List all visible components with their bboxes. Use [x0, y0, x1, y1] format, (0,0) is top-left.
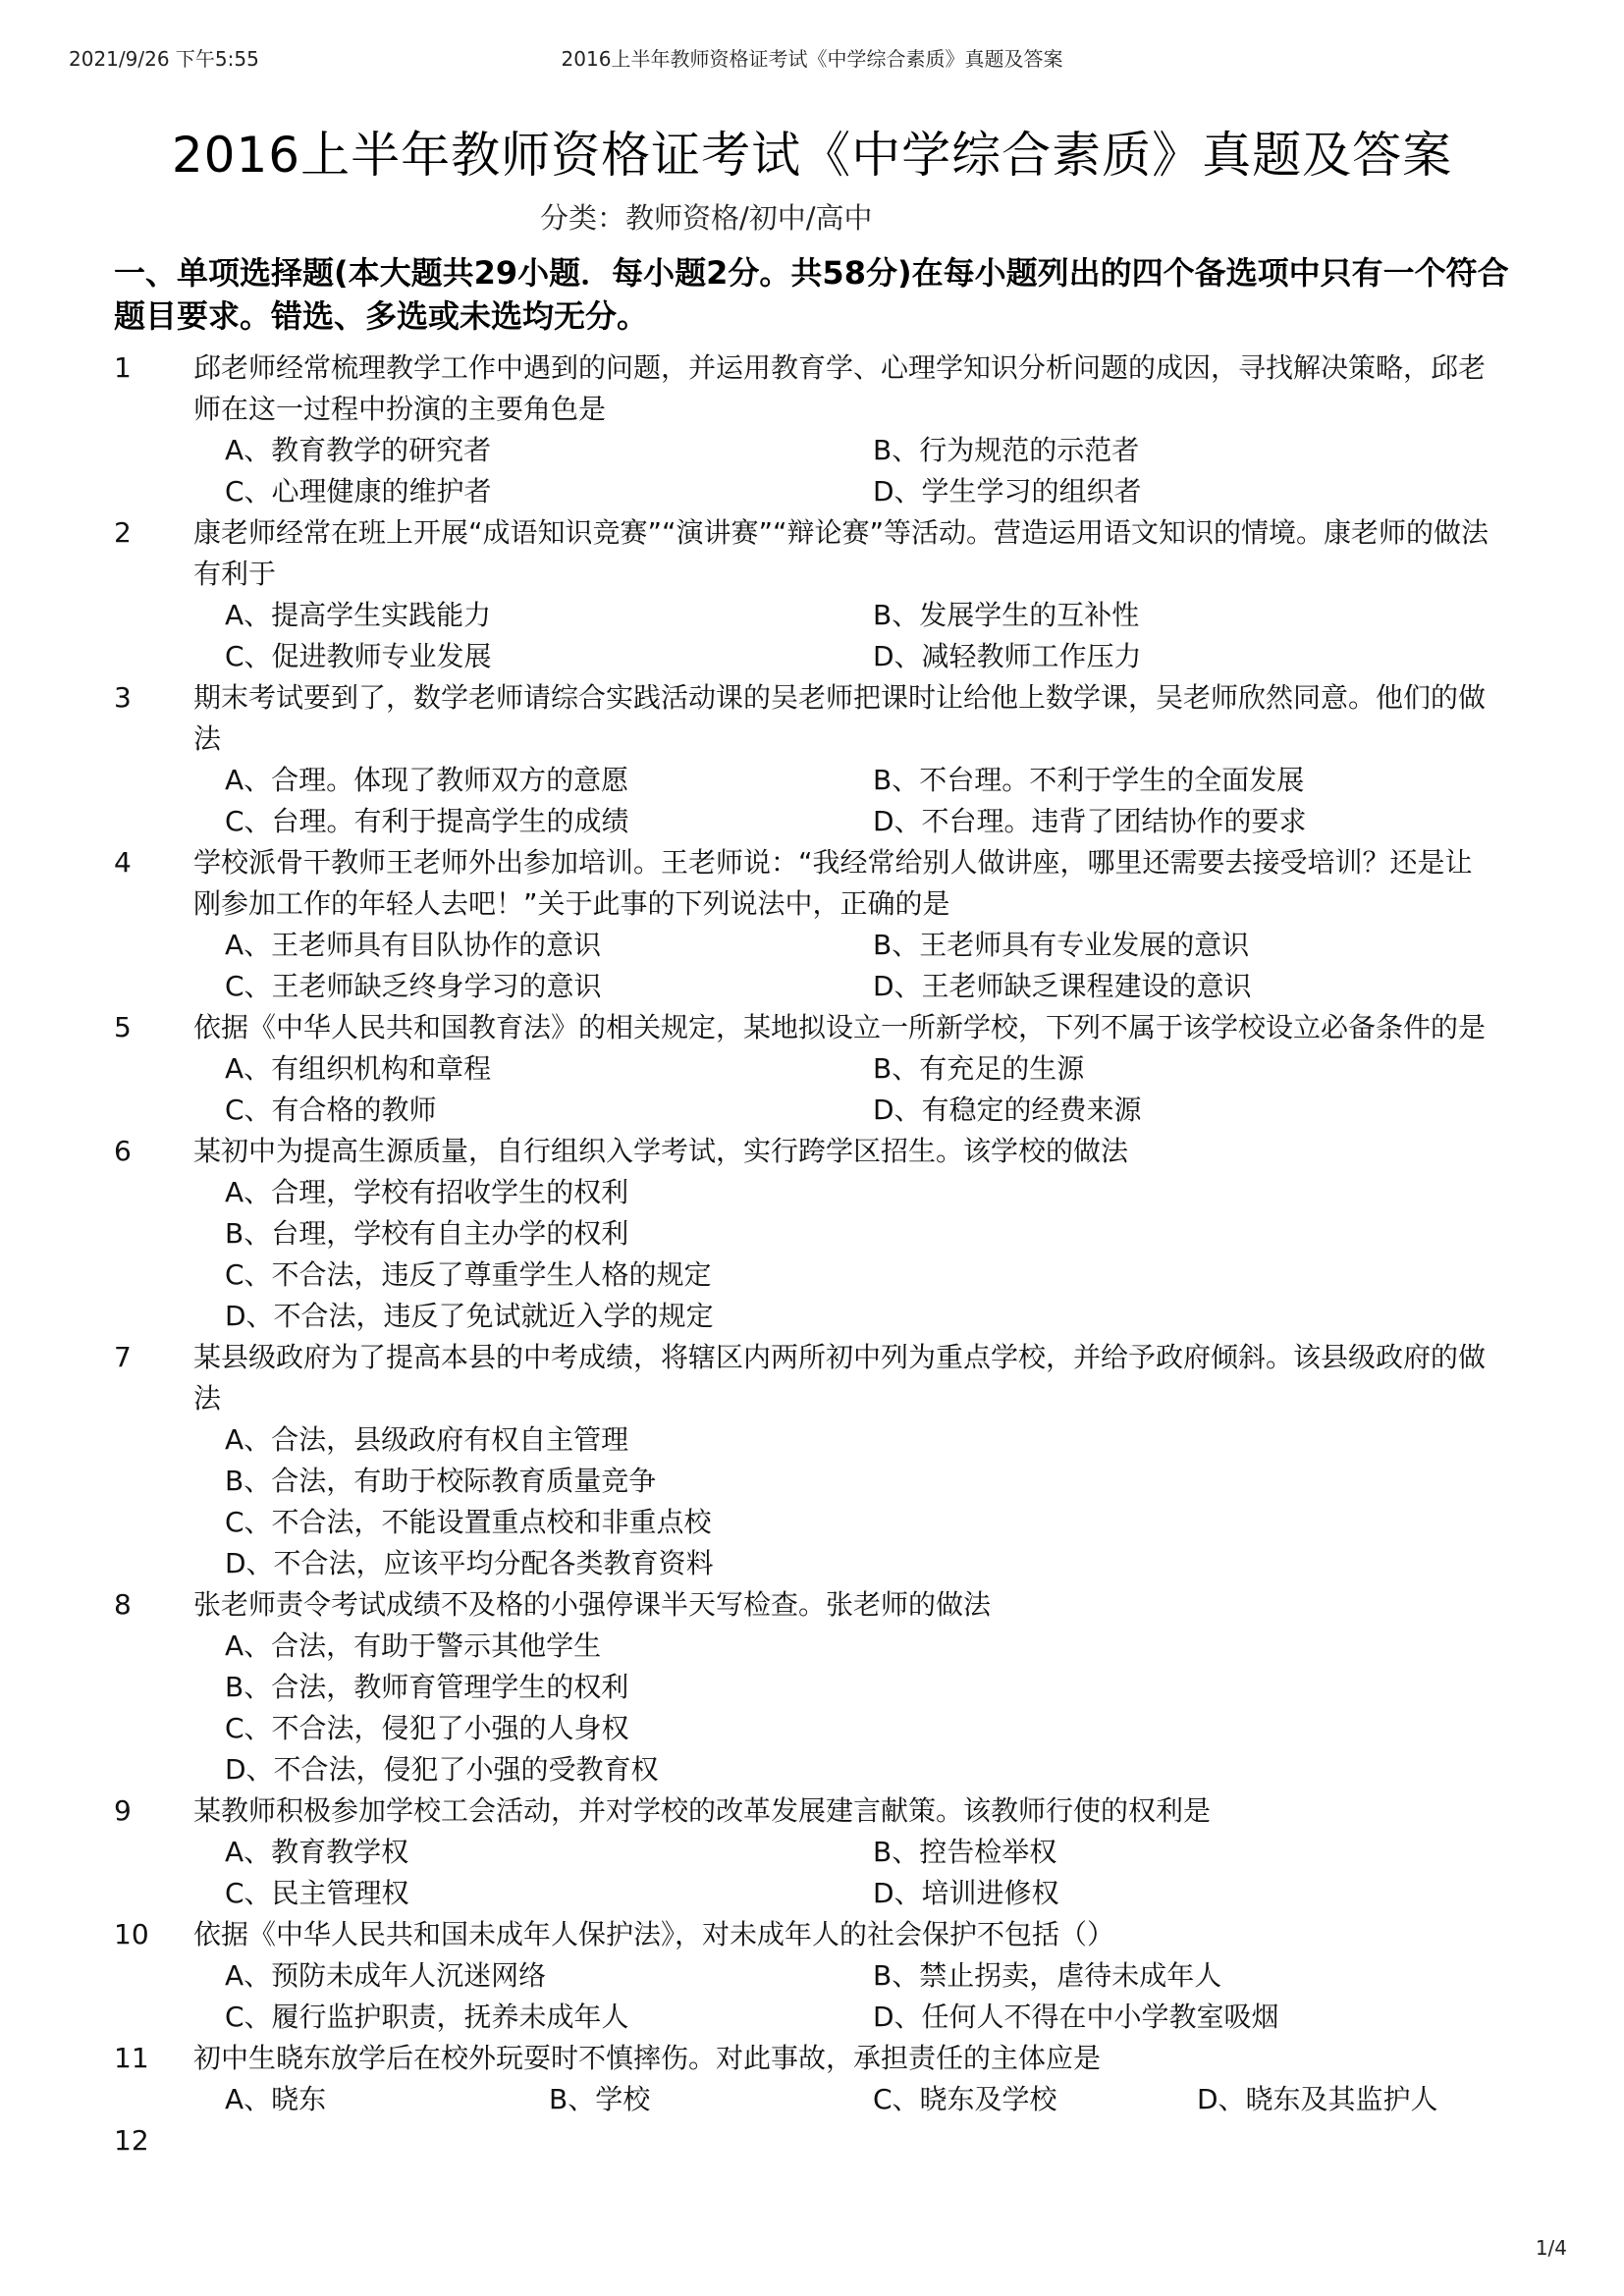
- question-options: [225, 1048, 1624, 1131]
- option-c: C、台理。有利于提高学生的成绩: [225, 805, 629, 837]
- option-a: A、晓东: [225, 2083, 327, 2115]
- question-list: [0, 347, 1624, 2162]
- question-number: 8: [114, 1588, 132, 1621]
- option-d: D、任何人不得在中小学教室吸烟: [873, 2001, 1279, 2033]
- question-options: [225, 1172, 1624, 1337]
- question-item: [0, 1337, 1624, 1584]
- option-b: B、有充足的生源: [873, 1052, 1085, 1085]
- question-options: [225, 1419, 1624, 1584]
- option-a: A、合法，县级政府有权自主管理: [225, 1423, 629, 1456]
- document-title: 2016上半年教师资格证考试《中学综合素质》真题及答案: [171, 127, 1453, 184]
- question-number: 10: [114, 1918, 149, 1950]
- option-b: B、台理，学校有自主办学的权利: [225, 1217, 629, 1250]
- question-item: [0, 1131, 1624, 1337]
- option-c: C、心理健康的维护者: [225, 475, 492, 507]
- question-item: [0, 347, 1624, 512]
- question-stem: 某县级政府为了提高本县的中考成绩，将辖区内两所初中列为重点学校，并给予政府倾斜。该县级政府的做法: [193, 1341, 1487, 1415]
- option-a: A、王老师具有目队协作的意识: [225, 929, 602, 961]
- print-header-title: 2016上半年教师资格证考试《中学综合素质》真题及答案: [561, 47, 1063, 71]
- question-number: 12: [114, 2124, 149, 2157]
- question-stem: 某初中为提高生源质量，自行组织入学考试，实行跨学区招生。该学校的做法: [193, 1135, 1129, 1167]
- option-a: A、教育教学的研究者: [225, 434, 492, 466]
- question-item: [0, 2038, 1624, 2120]
- option-d: D、不合法，应该平均分配各类教育资料: [225, 1547, 714, 1579]
- question-item: [0, 842, 1624, 1007]
- option-b: B、不台理。不利于学生的全面发展: [873, 764, 1305, 796]
- question-number: 2: [114, 516, 132, 549]
- option-d: D、有稳定的经费来源: [873, 1094, 1142, 1126]
- option-d: D、减轻教师工作压力: [873, 640, 1142, 672]
- option-a: A、教育教学权: [225, 1836, 409, 1868]
- question-number: 9: [114, 1794, 132, 1827]
- option-d: D、不合法，违反了免试就近入学的规定: [225, 1300, 714, 1332]
- question-number: 6: [114, 1135, 132, 1167]
- option-d: D、不台理。违背了团结协作的要求: [873, 805, 1307, 837]
- question-options: [225, 1832, 1624, 1914]
- option-b: B、禁止拐卖，虐待未成年人: [873, 1959, 1222, 1992]
- option-a: A、有组织机构和章程: [225, 1052, 492, 1085]
- question-number: 7: [114, 1341, 132, 1373]
- option-d: D、晓东及其监护人: [1197, 2083, 1438, 2115]
- option-c: C、民主管理权: [225, 1877, 409, 1909]
- question-stem: 邱老师经常梳理教学工作中遇到的问题，并运用教育学、心理学知识分析问题的成因，寻找解决策略，邱老师在这一过程中扮演的主要角色是: [193, 351, 1487, 425]
- question-stem: [193, 2120, 1489, 2162]
- option-d: D、不合法，侵犯了小强的受教育权: [225, 1753, 659, 1786]
- question-stem: 初中生晓东放学后在校外玩耍时不慎摔伤。对此事故，承担责任的主体应是: [193, 2042, 1102, 2074]
- option-c: C、不合法，不能设置重点校和非重点校: [225, 1506, 712, 1538]
- option-a: A、合理。体现了教师双方的意愿: [225, 764, 629, 796]
- option-b: B、控告检举权: [873, 1836, 1057, 1868]
- option-c: C、不合法，违反了尊重学生人格的规定: [225, 1258, 712, 1291]
- question-options: [225, 1955, 1624, 2038]
- option-b: B、合法，有助于校际教育质量竞争: [225, 1465, 657, 1497]
- question-item: [0, 512, 1624, 677]
- option-b: B、学校: [549, 2083, 651, 2115]
- question-item: [0, 1790, 1624, 1914]
- option-c: C、不合法，侵犯了小强的人身权: [225, 1712, 629, 1744]
- question-options: [225, 760, 1624, 842]
- option-d: D、培训进修权: [873, 1877, 1059, 1909]
- question-number: 1: [114, 351, 132, 384]
- option-c: C、促进教师专业发展: [225, 640, 492, 672]
- question-number: 11: [114, 2042, 149, 2074]
- question-options: [225, 2079, 1624, 2120]
- option-c: C、王老师缺乏终身学习的意识: [225, 970, 602, 1002]
- question-item: [0, 2120, 1624, 2162]
- option-a: A、预防未成年人沉迷网络: [225, 1959, 547, 1992]
- question-stem: 期末考试要到了，数学老师请综合实践活动课的吴老师把课时让给他上数学课，吴老师欣然同意。他们的做法: [193, 681, 1487, 755]
- question-stem: 康老师经常在班上开展“成语知识竞赛”“演讲赛”“辩论赛”等活动。营造运用语文知识的情境。康老师的做法有利于: [193, 516, 1489, 590]
- question-item: [0, 677, 1624, 842]
- document-category: 分类：教师资格/初中/高中: [540, 201, 873, 235]
- option-a: A、合法，有助于警示其他学生: [225, 1629, 602, 1662]
- option-b: B、王老师具有专业发展的意识: [873, 929, 1250, 961]
- question-stem: 依据《中华人民共和国教育法》的相关规定，某地拟设立一所新学校，下列不属于该学校设立必备条件的是: [193, 1011, 1487, 1043]
- question-stem: 依据《中华人民共和国未成年人保护法》，对未成年人的社会保护不包括（）: [193, 1918, 1115, 1950]
- option-b: B、发展学生的互补性: [873, 599, 1140, 631]
- question-options: [225, 925, 1624, 1007]
- page-number: 1/4: [1535, 2236, 1567, 2260]
- question-stem: 某教师积极参加学校工会活动，并对学校的改革发展建言献策。该教师行使的权利是: [193, 1794, 1212, 1827]
- option-c: C、有合格的教师: [225, 1094, 437, 1126]
- option-c: C、晓东及学校: [873, 2083, 1057, 2115]
- question-options: [225, 595, 1624, 677]
- question-number: 4: [114, 846, 132, 879]
- option-d: D、王老师缺乏课程建设的意识: [873, 970, 1252, 1002]
- option-b: B、行为规范的示范者: [873, 434, 1140, 466]
- question-item: [0, 1007, 1624, 1131]
- question-stem: 学校派骨干教师王老师外出参加培训。王老师说：“我经常给别人做讲座，哪里还需要去接受培训？还是让刚参加工作的年轻人去吧！”关于此事的下列说法中，正确的是: [193, 846, 1473, 920]
- option-a: A、合理，学校有招收学生的权利: [225, 1176, 629, 1208]
- question-number: 3: [114, 681, 132, 714]
- question-stem: 张老师责令考试成绩不及格的小强停课半天写检查。张老师的做法: [193, 1588, 992, 1621]
- option-c: C、履行监护职责，抚养未成年人: [225, 2001, 629, 2033]
- question-options: [225, 1626, 1624, 1790]
- section-heading: 一、单项选择题(本大题共29小题．每小题2分。共58分)在每小题列出的四个备选项中只有一个符合题目要求。错选、多选或未选均无分。: [114, 254, 1509, 335]
- option-b: B、合法，教师育管理学生的权利: [225, 1671, 629, 1703]
- question-options: [225, 430, 1624, 512]
- question-item: [0, 1584, 1624, 1790]
- option-d: D、学生学习的组织者: [873, 475, 1142, 507]
- option-a: A、提高学生实践能力: [225, 599, 492, 631]
- question-number: 5: [114, 1011, 132, 1043]
- question-item: [0, 1914, 1624, 2038]
- print-datetime: 2021/9/26 下午5:55: [69, 47, 259, 71]
